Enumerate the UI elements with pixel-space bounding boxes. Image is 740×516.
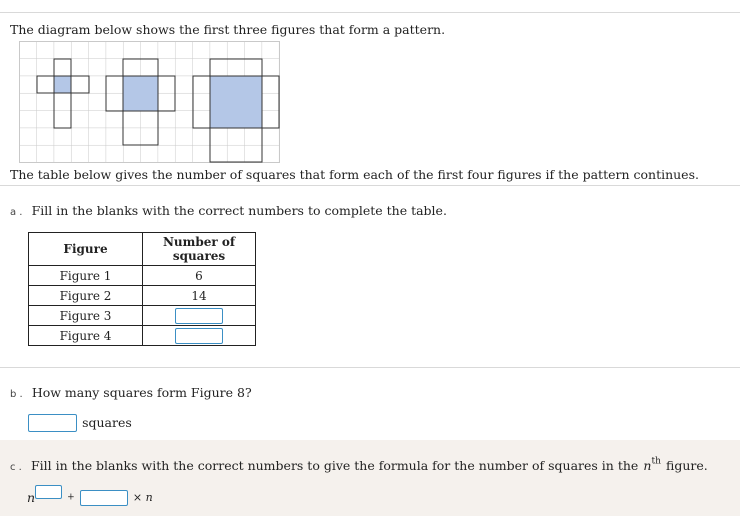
- top-divider: [0, 12, 740, 13]
- part-c-n: n: [643, 458, 652, 473]
- formula-variable: n: [27, 490, 36, 505]
- header-figure: Figure: [29, 233, 143, 266]
- squares-unit: squares: [82, 415, 132, 430]
- part-c-label: c .: [10, 462, 22, 473]
- squares-cell: 14: [143, 286, 256, 306]
- squares-cell: [143, 326, 256, 346]
- part-a-label: a .: [10, 207, 23, 218]
- table-row: [29, 306, 256, 326]
- intro-text: The diagram below shows the first three figures that form a pattern.: [10, 22, 446, 37]
- part-a-prompt: [10, 200, 447, 219]
- table-row: [29, 326, 256, 346]
- exponent-input[interactable]: [35, 485, 62, 499]
- divider-b: [0, 367, 740, 368]
- part-c-prompt: [10, 455, 708, 474]
- part-c-text-before: Fill in the blanks with the correct numbers to give the formula for the number of squares in the: [30, 458, 639, 473]
- table-row: [29, 286, 256, 306]
- squares-cell: 6: [143, 266, 256, 286]
- coefficient-input[interactable]: [80, 490, 128, 506]
- part-b-prompt: [10, 382, 252, 401]
- part-c-superscript: th: [651, 456, 661, 467]
- times-n: × n: [132, 491, 153, 504]
- part-b-label: b .: [10, 389, 23, 400]
- squares-table: [28, 232, 256, 346]
- part-c-section: [0, 440, 740, 516]
- table-intro-text: The table below gives the number of squares that form each of the first four figures if the pattern continues.: [10, 167, 699, 182]
- header-squares: Number of squares: [143, 233, 256, 266]
- squares-cell: [143, 306, 256, 326]
- figure-cell: Figure 1: [29, 266, 143, 286]
- figure-8-answer-input[interactable]: [28, 414, 77, 432]
- figure-cell: Figure 2: [29, 286, 143, 306]
- part-a-text: Fill in the blanks with the correct numbers to complete the table.: [31, 203, 447, 218]
- figure-4-answer-input[interactable]: [175, 328, 223, 344]
- figure-cell: Figure 3: [29, 306, 143, 326]
- pattern-diagram: [19, 41, 281, 164]
- part-b-answer-row: [28, 412, 132, 430]
- part-c-text-after: figure.: [665, 458, 708, 473]
- table-row: [29, 266, 256, 286]
- figure-cell: Figure 4: [29, 326, 143, 346]
- divider-a: [0, 185, 740, 186]
- formula-row: [27, 487, 153, 505]
- plus-sign: +: [67, 492, 75, 503]
- figure-3-answer-input[interactable]: [175, 308, 223, 324]
- part-b-text: How many squares form Figure 8?: [31, 385, 252, 400]
